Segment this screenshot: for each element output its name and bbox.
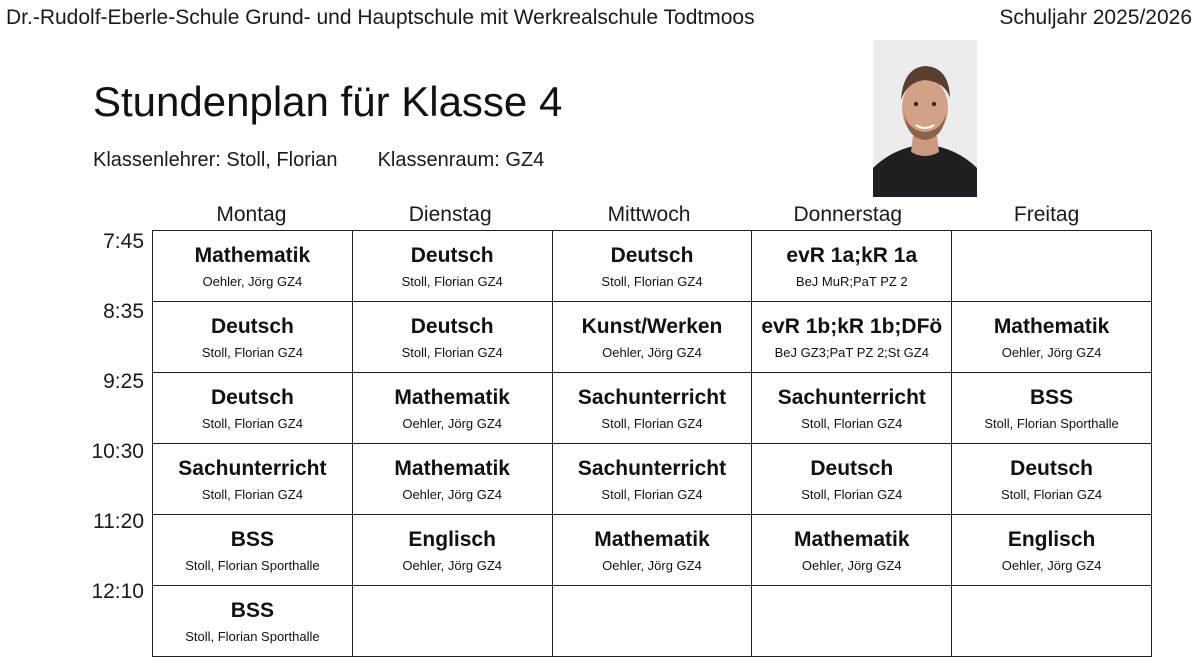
lesson-teacher-room: Stoll, Florian GZ4 [201,416,303,431]
lesson-cell [952,373,1152,444]
lesson-teacher-room: Stoll, Florian GZ4 [801,416,903,431]
lesson-cell [153,515,353,586]
lesson-subject: Kunst/Werken [581,315,723,338]
lesson-cell [552,373,752,444]
lesson-teacher-room: Oehler, Jörg GZ4 [1001,345,1102,360]
lesson-teacher-room: Stoll, Florian GZ4 [601,416,703,431]
lesson-subject: Mathematik [594,528,710,551]
lesson-subject: evR 1b;kR 1b;DFö [761,315,943,338]
lesson-teacher-room: Stoll, Florian GZ4 [201,345,303,360]
lesson-cell-empty [952,231,1152,302]
lesson-subject: BSS [230,528,274,551]
lesson-cell [552,302,752,373]
lesson-subject: Sachunterricht [577,386,727,409]
lesson-teacher-room: BeJ GZ3;PaT PZ 2;St GZ4 [774,345,929,360]
time-label: 8:35 [103,300,144,323]
lesson-subject: Deutsch [410,315,494,338]
table-row [153,586,1152,657]
class-room: Klassenraum: GZ4 [377,149,545,171]
lesson-cell [752,515,952,586]
lesson-cell-empty [552,586,752,657]
lesson-teacher-room: Stoll, Florian GZ4 [401,274,503,289]
table-row [153,515,1152,586]
lesson-subject: Sachunterricht [577,457,727,480]
lesson-teacher-room: Stoll, Florian Sporthalle [185,558,320,573]
lesson-cell-empty [352,586,552,657]
time-label: 12:10 [91,580,144,603]
lesson-teacher-room: Stoll, Florian Sporthalle [984,416,1119,431]
day-header-monday: Montag [216,203,287,226]
lesson-cell [952,302,1152,373]
lesson-teacher-room: BeJ MuR;PaT PZ 2 [795,274,908,289]
lesson-cell [752,373,952,444]
lesson-subject: Englisch [1007,528,1096,551]
lesson-teacher-room: Stoll, Florian Sporthalle [185,629,320,644]
lesson-cell [352,444,552,515]
time-label: 7:45 [103,230,144,253]
time-label: 11:20 [93,510,144,533]
lesson-subject: Deutsch [210,315,294,338]
lesson-teacher-room: Stoll, Florian GZ4 [201,487,303,502]
day-header-wednesday: Mittwoch [607,203,691,226]
lesson-cell-empty [952,586,1152,657]
page-title: Stundenplan für Klasse 4 [93,78,563,125]
lesson-cell [352,373,552,444]
teacher-photo [873,40,977,197]
lesson-cell [352,302,552,373]
lesson-teacher-room: Oehler, Jörg GZ4 [801,558,902,573]
lesson-subject: Mathematik [794,528,910,551]
table-row [153,231,1152,302]
lesson-teacher-room: Stoll, Florian GZ4 [601,274,703,289]
lesson-cell [552,444,752,515]
lesson-cell [752,444,952,515]
table-row [153,302,1152,373]
lesson-cell-empty [752,586,952,657]
lesson-cell [752,231,952,302]
class-info [93,149,544,172]
lesson-teacher-room: Oehler, Jörg GZ4 [402,558,503,573]
lesson-subject: Deutsch [810,457,894,480]
day-header-row [152,200,1146,230]
table-row [153,444,1152,515]
lesson-cell [352,515,552,586]
lesson-cell [752,302,952,373]
lesson-teacher-room: Stoll, Florian GZ4 [601,487,703,502]
time-label: 10:30 [91,440,144,463]
lesson-subject: Deutsch [210,386,294,409]
lesson-teacher-room: Oehler, Jörg GZ4 [602,558,702,573]
lesson-cell [952,444,1152,515]
lesson-subject: Deutsch [410,244,494,267]
school-year: Schuljahr 2025/2026 [999,6,1192,29]
day-header-thursday: Donnerstag [793,203,903,226]
lesson-teacher-room: Oehler, Jörg GZ4 [202,274,303,289]
lesson-subject: Sachunterricht [178,457,327,480]
lesson-subject: Deutsch [610,244,694,267]
lesson-subject: Mathematik [394,457,510,480]
lesson-teacher-room: Oehler, Jörg GZ4 [1001,558,1102,573]
lesson-cell [552,515,752,586]
lesson-cell [552,231,752,302]
lesson-teacher-room: Oehler, Jörg GZ4 [402,487,503,502]
lesson-teacher-room: Oehler, Jörg GZ4 [402,416,503,431]
lesson-subject: Deutsch [1010,457,1094,480]
lesson-cell [352,231,552,302]
lesson-subject: Mathematik [194,244,311,267]
class-teacher: Klassenlehrer: Stoll, Florian [93,149,338,171]
lesson-subject: Mathematik [993,315,1110,338]
lesson-teacher-room: Oehler, Jörg GZ4 [602,345,702,360]
table-row [153,373,1152,444]
lesson-cell [952,515,1152,586]
teacher-portrait-image [873,40,977,197]
lesson-cell [153,444,353,515]
day-header-friday: Freitag [1013,203,1080,226]
time-label: 9:25 [103,370,144,393]
lesson-teacher-room: Stoll, Florian GZ4 [801,487,903,502]
lesson-cell [153,586,353,657]
lesson-subject: evR 1a;kR 1a [786,244,918,267]
day-header-tuesday: Dienstag [408,203,492,226]
lesson-teacher-room: Stoll, Florian GZ4 [401,345,503,360]
lesson-cell [153,302,353,373]
lesson-subject: Mathematik [394,386,510,409]
lesson-subject: Sachunterricht [777,386,926,409]
lesson-cell [153,373,353,444]
school-name: Dr.-Rudolf-Eberle-Schule Grund- und Hauptschule mit Werkrealschule Todtmoos [6,6,755,29]
lesson-subject: Englisch [408,528,496,551]
lesson-subject: BSS [230,599,274,622]
lesson-teacher-room: Stoll, Florian GZ4 [1001,487,1103,502]
lesson-cell [153,231,353,302]
lesson-subject: BSS [1029,386,1074,409]
timetable-grid [152,230,1152,657]
